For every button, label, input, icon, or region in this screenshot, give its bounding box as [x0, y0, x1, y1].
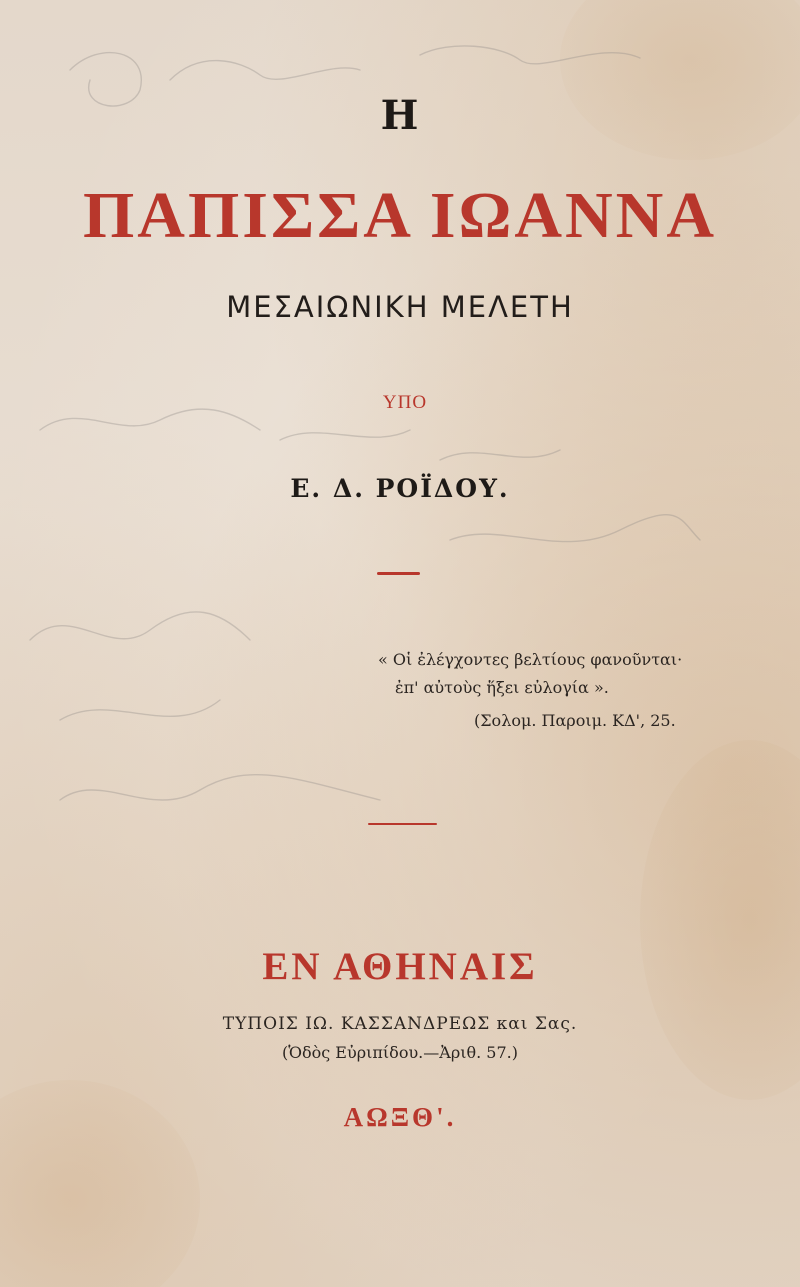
- ornamental-rule: [377, 572, 420, 575]
- imprint-printer: ΤΥΠΟΙΣ ΙΩ. ΚΑΣΣΑΝΔΡΕΩΣ και Σας.: [222, 1014, 578, 1034]
- ornamental-rule: [368, 823, 437, 825]
- book-subtitle: ΜΕΣΑΙΩΝΙΚΗ ΜΕΛΕΤΗ: [226, 290, 574, 324]
- by-label: ΥΠΟ: [382, 392, 428, 413]
- epigraph-line: « Οἱ ἐλέγχοντες βελτίους φανοῦνται·: [378, 650, 683, 669]
- title-article: Η: [380, 92, 420, 139]
- epigraph: [378, 646, 738, 735]
- imprint-place: ΕΝ ΑΘΗΝΑΙΣ: [262, 945, 538, 988]
- imprint-year: ΑΩΞΘ'.: [343, 1102, 457, 1132]
- epigraph-line: ἐπ' αὐτοὺς ἥξει εὐλογία ».: [395, 678, 609, 697]
- imprint-address: (Ὁδὸς Εὐριπίδου.—Ἀριθ. 57.): [282, 1043, 518, 1062]
- epigraph-citation: (Σολομ. Παροιμ. ΚΔ', 25.: [474, 711, 676, 730]
- author-name: Ε. Δ. ΡΟΪΔΟΥ.: [290, 474, 510, 503]
- book-title: ΠΑΠΙΣΣΑ ΙΩΑΝΝΑ: [82, 179, 718, 252]
